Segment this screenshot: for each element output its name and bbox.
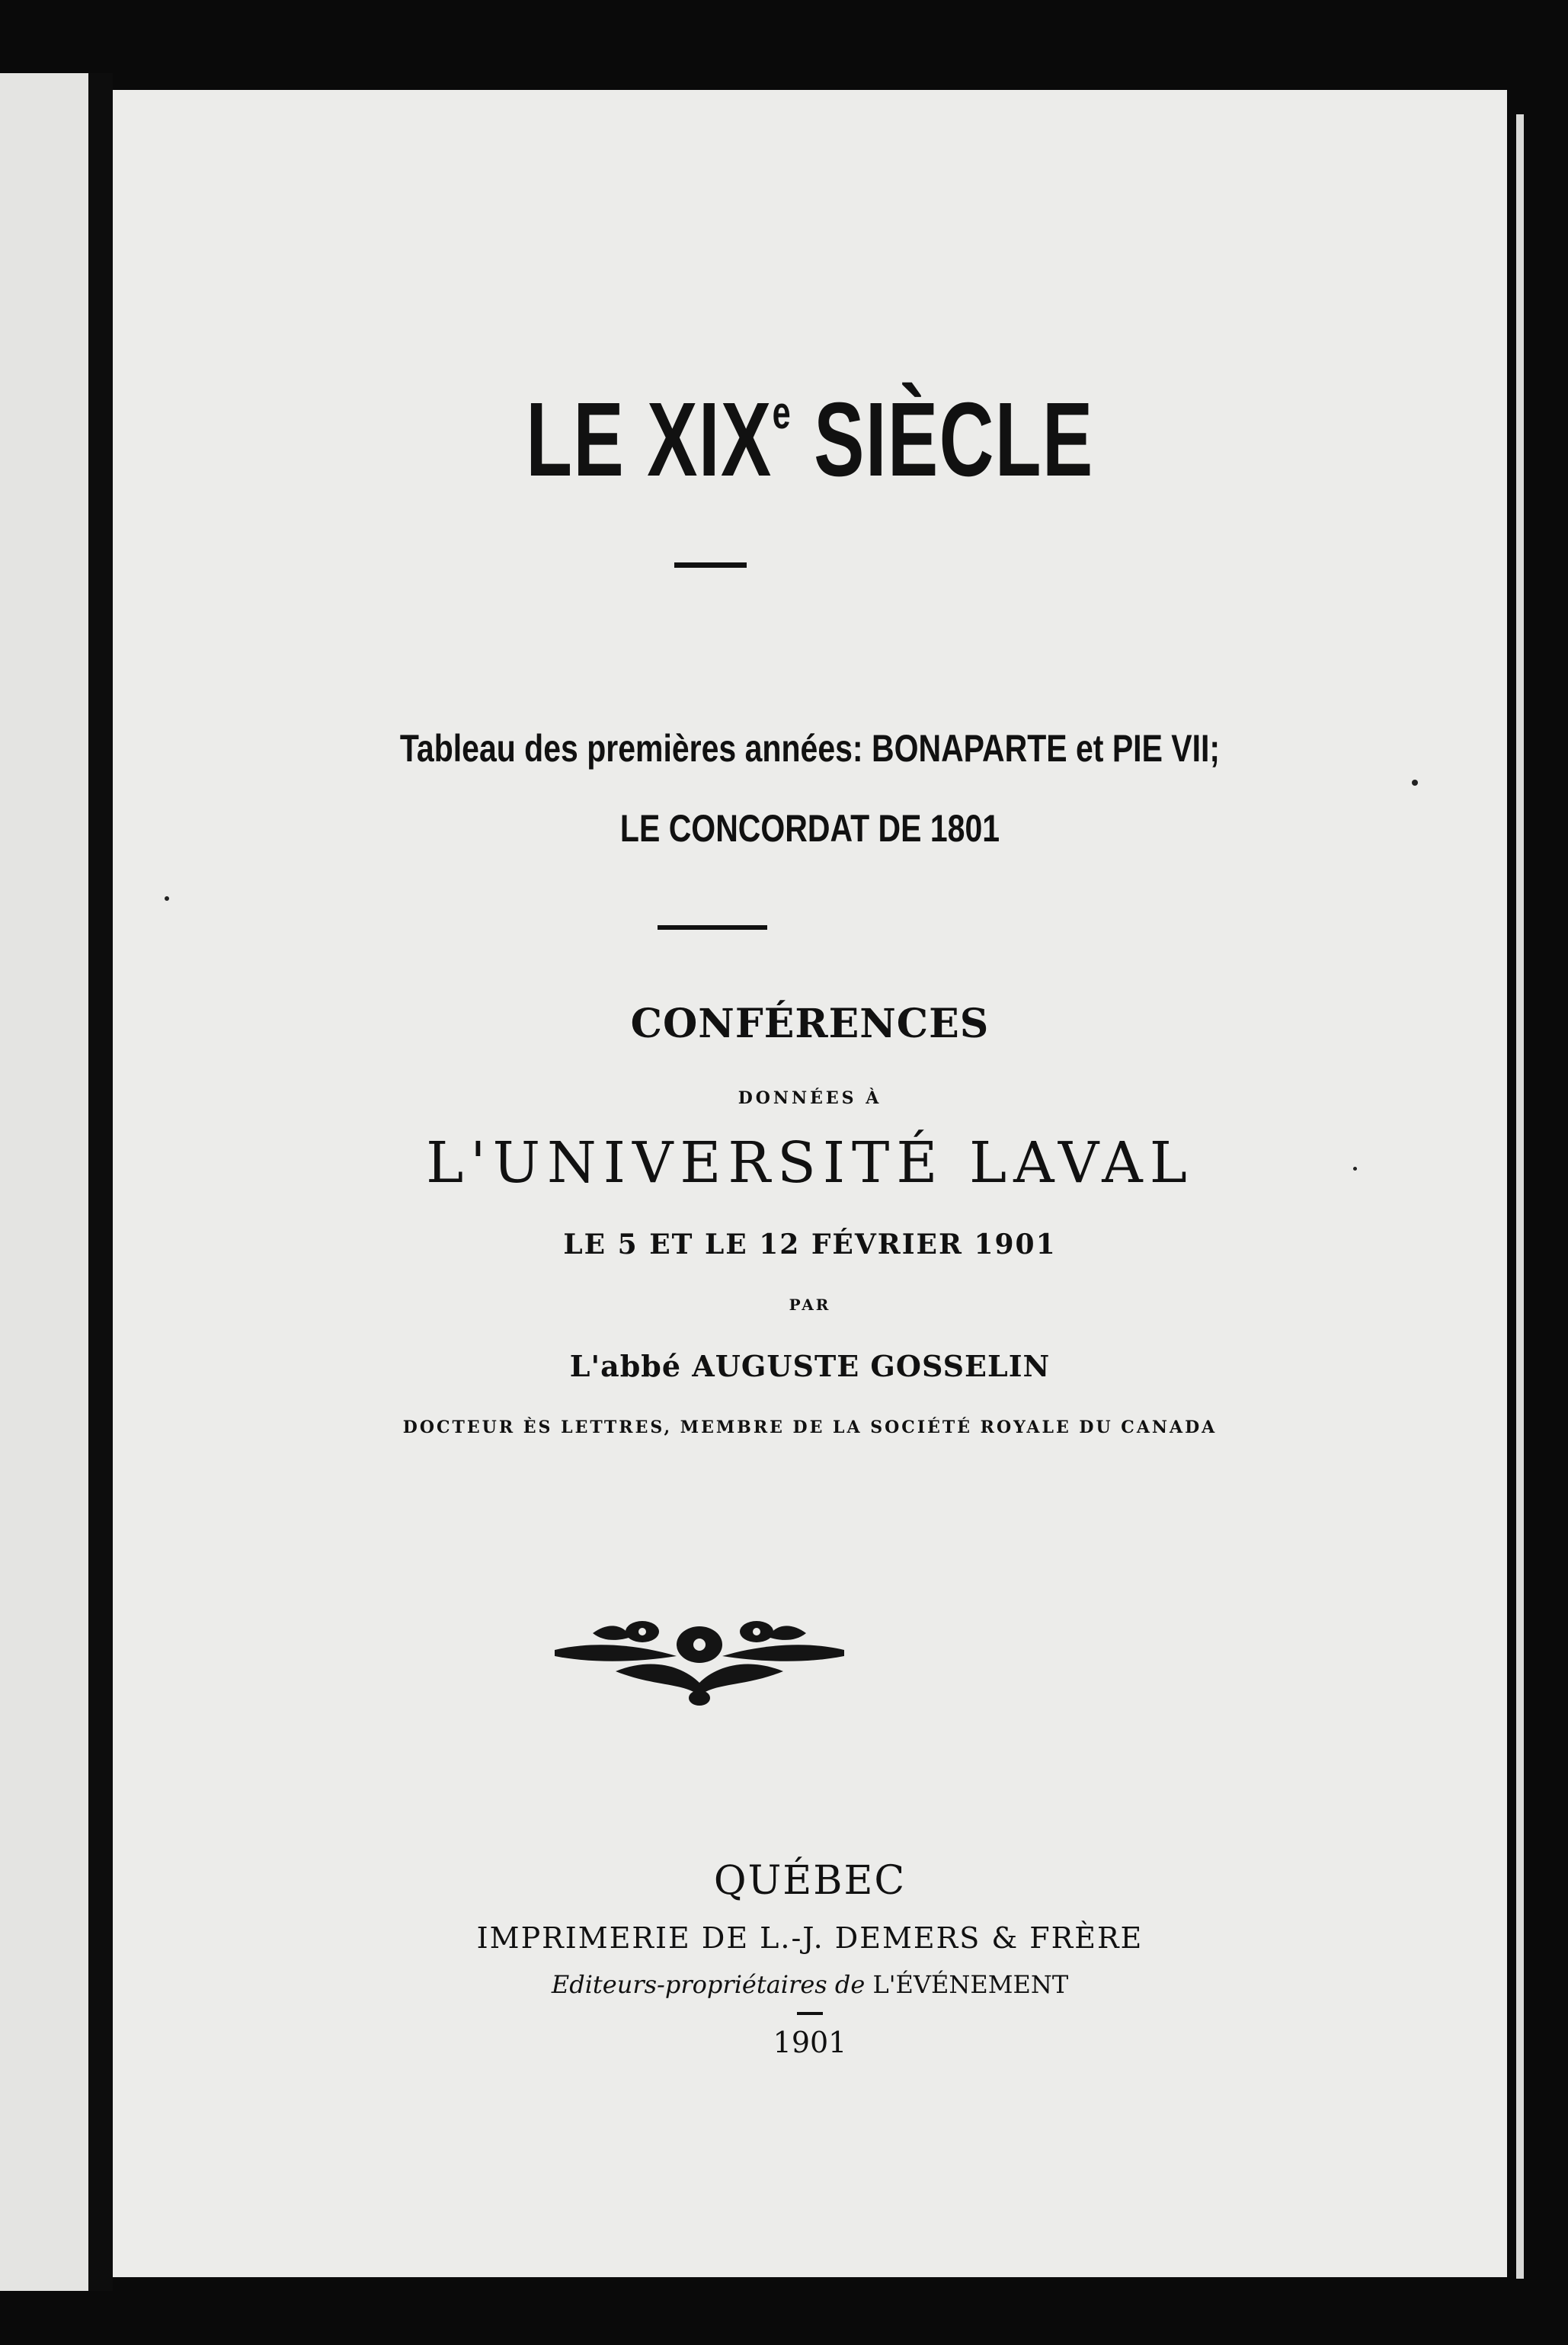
title-divider [674,562,747,568]
lecture-dates: LE 5 ET LE 12 FÉVRIER 1901 [563,1229,1057,1261]
ink-speck [1412,780,1418,786]
book-title-end: SIÈCLE [792,381,1094,498]
page-right-edge [1516,114,1524,2279]
book-title-main: LE XIX [526,381,773,498]
book-title-superscript: e [772,387,792,438]
publisher-italic: Editeurs-propriétaires de [551,1970,866,1999]
author-name: L'abbé AUGUSTE GOSSELIN [569,1349,1051,1383]
ink-speck [165,896,169,901]
author-qualifications: DOCTEUR ÈS LETTRES, MEMBRE DE LA SOCIÉTÉ ROYALE DU CANADA [402,1418,1218,1437]
year-divider [797,2012,823,2015]
university-name: L'UNIVERSITÉ LAVAL [426,1130,1194,1196]
publisher-newspaper: L'ÉVÉNEMENT [865,1970,1069,1999]
facing-page-edge [0,73,88,2291]
printer-name: IMPRIMERIE DE L.-J. DEMERS & FRÈRE [476,1921,1144,1955]
subtitle-divider [658,925,767,930]
conferences-heading: CONFÉRENCES [630,1001,990,1047]
donnees-label: DONNÉES À [738,1088,882,1108]
ink-speck [1353,1167,1357,1171]
publication-year: 1901 [773,2026,847,2059]
subtitle-line-2: LE CONCORDAT DE 1801 [619,807,1000,850]
subtitle-line-1: Tableau des premières années: BONAPARTE et PIE VII; [399,727,1221,770]
floral-vignette-icon [547,1603,852,1709]
book-title [308,380,1312,501]
publisher-line [113,1970,1507,1999]
title-page [113,90,1507,2277]
publication-city: QUÉBEC [713,1858,907,1904]
page-gutter [88,73,113,2291]
par-label: PAR [789,1296,831,1314]
